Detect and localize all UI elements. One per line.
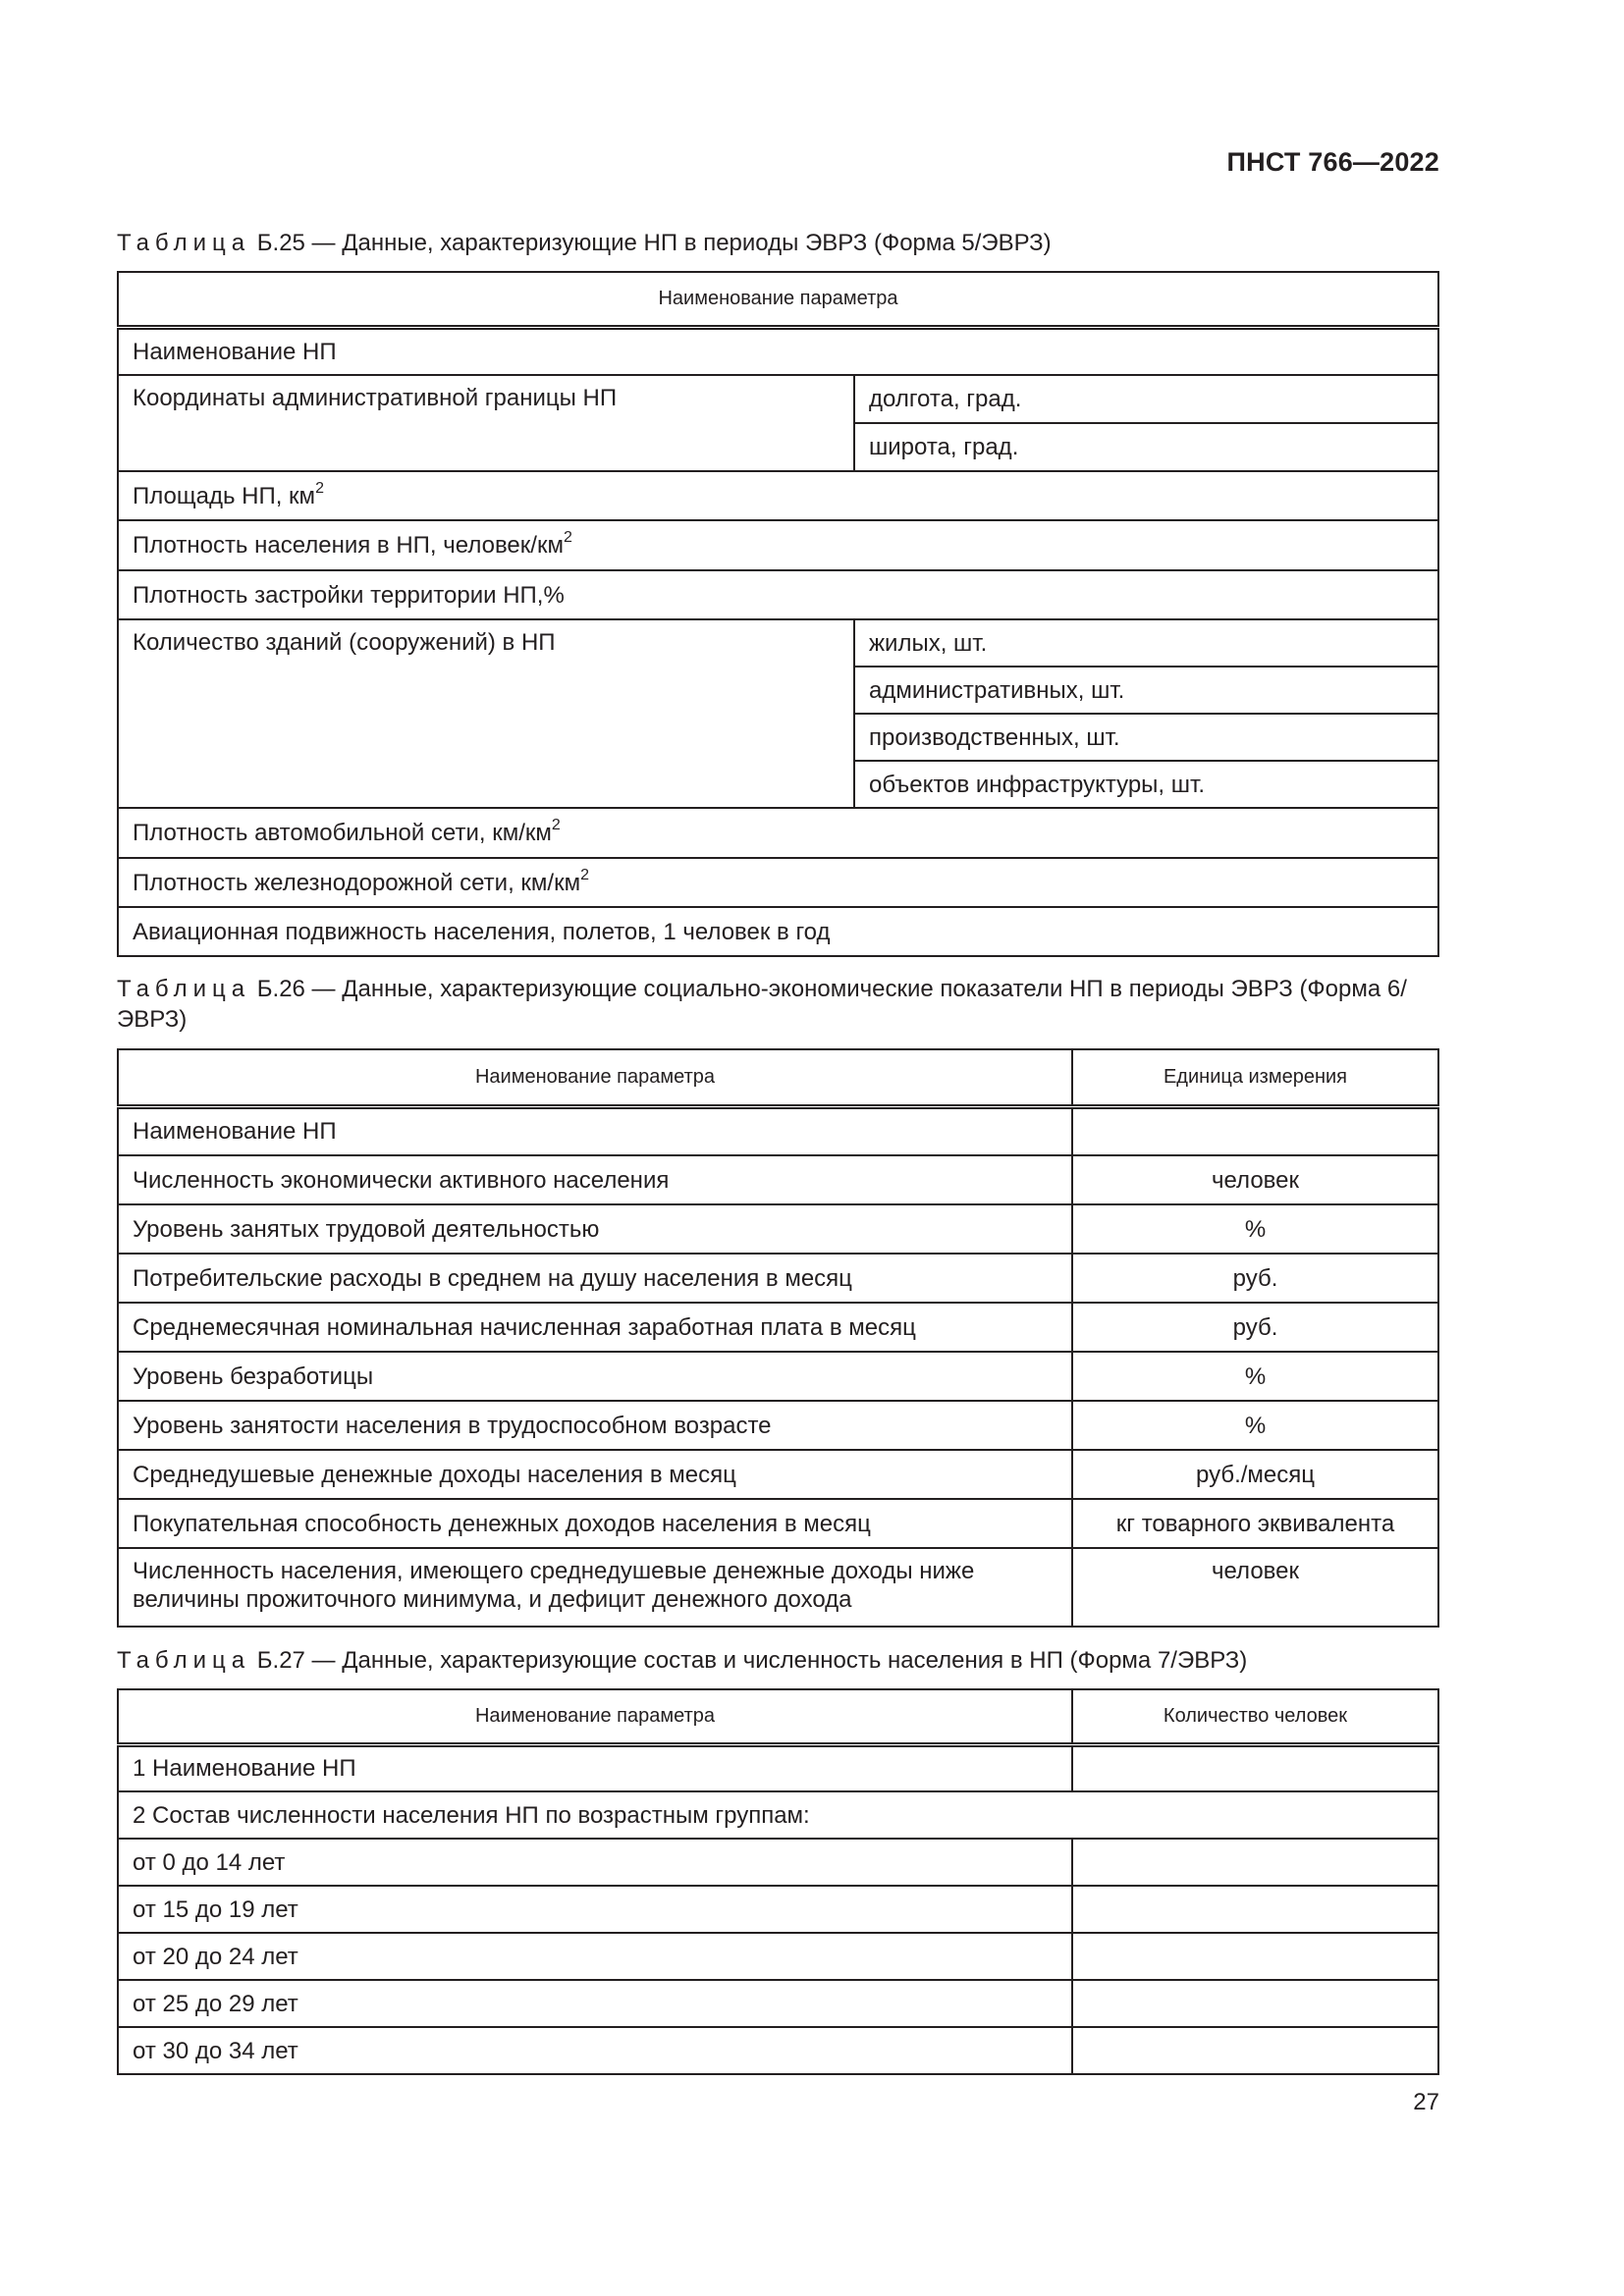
row-label: Плотность железнодорожной сети, км/км (133, 869, 581, 896)
table-cell: руб./месяц (1072, 1450, 1438, 1499)
table-cell: Среднемесячная номинальная начисленная заработная плата в месяц (118, 1303, 1072, 1352)
table-cell: Уровень занятости населения в трудоспособном возрасте (118, 1401, 1072, 1450)
table-cell: Численность экономически активного населения (118, 1155, 1072, 1204)
table-b26-caption (117, 974, 1452, 1035)
table-cell: % (1072, 1401, 1438, 1450)
table-cell: жилых, шт. (854, 619, 1438, 667)
table-cell: % (1072, 1204, 1438, 1254)
superscript: 2 (315, 479, 324, 497)
table-cell: человек (1072, 1548, 1438, 1627)
table-row (118, 471, 1438, 520)
table-b25-header: Наименование параметра (118, 272, 1438, 327)
row-label: Плотность автомобильной сети, км/км (133, 820, 552, 846)
caption-text: Б.25 — Данные, характеризующие НП в периоды ЭВРЗ (Форма 5/ЭВРЗ) (250, 230, 1052, 256)
table-b27 (117, 1688, 1439, 2075)
table-b25-caption (117, 228, 1452, 258)
table-cell: кг товарного эквивалента (1072, 1499, 1438, 1548)
header-count: Количество человек (1072, 1689, 1438, 1744)
table-row (118, 520, 1438, 570)
table-cell: административных, шт. (854, 667, 1438, 714)
table-cell: % (1072, 1352, 1438, 1401)
table-cell: Наименование НП (118, 1106, 1072, 1155)
table-row (118, 808, 1438, 858)
table-cell: от 15 до 19 лет (118, 1886, 1072, 1933)
table-row: Наименование НП (118, 327, 1438, 375)
table-cell: производственных, шт. (854, 714, 1438, 761)
table-cell: руб. (1072, 1303, 1438, 1352)
table-cell: Координаты административной границы НП (118, 375, 854, 471)
header-unit: Единица измерения (1072, 1049, 1438, 1106)
row-label: Плотность населения в НП, человек/км (133, 532, 564, 559)
caption-text: Б.26 — Данные, характеризующие социально-экономические показатели НП в периоды ЭВРЗ (Форма 6/ЭВРЗ) (117, 976, 1407, 1033)
table-cell: Среднедушевые денежные доходы населения в месяц (118, 1450, 1072, 1499)
header-param: Наименование параметра (118, 1689, 1072, 1744)
table-row: Авиационная подвижность населения, полетов, 1 человек в год (118, 907, 1438, 956)
table-cell (1072, 1839, 1438, 1886)
table-cell: от 0 до 14 лет (118, 1839, 1072, 1886)
table-cell: 1 Наименование НП (118, 1744, 1072, 1791)
page-number: 27 (1413, 2089, 1439, 2115)
table-cell: руб. (1072, 1254, 1438, 1303)
table-cell: от 20 до 24 лет (118, 1933, 1072, 1980)
table-b26 (117, 1048, 1439, 1628)
row-label: Площадь НП, км (133, 482, 316, 509)
table-cell (1072, 1106, 1438, 1155)
table-cell (1072, 1886, 1438, 1933)
table-cell: от 25 до 29 лет (118, 1980, 1072, 2027)
table-cell (1072, 1933, 1438, 1980)
caption-lead: Таблица (117, 1647, 251, 1674)
table-cell: Численность населения, имеющего среднедушевые денежные доходы ниже величины прожиточного минимума, и дефицит денежного дохода (118, 1548, 1072, 1627)
table-b27-caption (117, 1645, 1452, 1676)
superscript: 2 (551, 817, 561, 833)
table-cell: долгота, град. (854, 375, 1438, 423)
caption-lead: Таблица (117, 976, 251, 1002)
table-b25 (117, 271, 1439, 957)
superscript: 2 (580, 866, 589, 883)
table-row: 2 Состав численности населения НП по возрастным группам: (118, 1791, 1438, 1839)
table-cell (1072, 1744, 1438, 1791)
table-cell (1072, 1980, 1438, 2027)
table-cell: Уровень занятых трудовой деятельностью (118, 1204, 1072, 1254)
table-row: Плотность застройки территории НП,% (118, 570, 1438, 619)
table-row (118, 858, 1438, 907)
superscript: 2 (563, 529, 572, 546)
document-code: ПНСТ 766—2022 (1226, 147, 1439, 177)
table-cell: объектов инфраструктуры, шт. (854, 761, 1438, 808)
table-cell: Уровень безработицы (118, 1352, 1072, 1401)
table-cell: Потребительские расходы в среднем на душу населения в месяц (118, 1254, 1072, 1303)
table-cell: от 30 до 34 лет (118, 2027, 1072, 2074)
table-cell: широта, град. (854, 423, 1438, 471)
caption-lead: Таблица (117, 230, 251, 256)
header-param: Наименование параметра (118, 1049, 1072, 1106)
caption-text: Б.27 — Данные, характеризующие состав и численность населения в НП (Форма 7/ЭВРЗ) (250, 1647, 1248, 1674)
table-cell (1072, 2027, 1438, 2074)
table-cell: Покупательная способность денежных доходов населения в месяц (118, 1499, 1072, 1548)
table-cell: человек (1072, 1155, 1438, 1204)
table-cell: Количество зданий (сооружений) в НП (118, 619, 854, 808)
